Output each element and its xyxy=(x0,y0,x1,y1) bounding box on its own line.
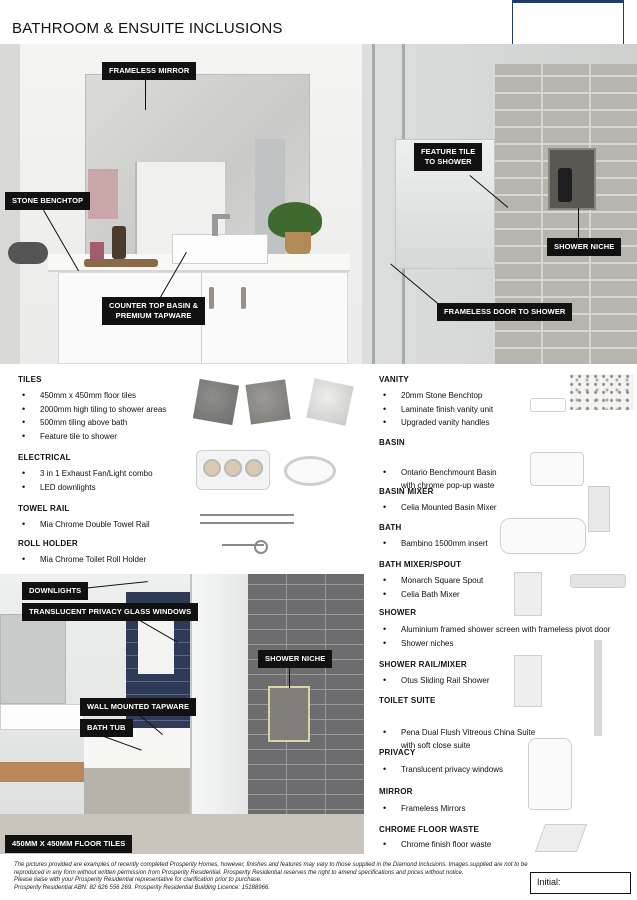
list-shower xyxy=(379,623,610,650)
section-heading-basin-mixer: BASIN MIXER xyxy=(379,487,434,496)
label-frameless-door: FRAMELESS DOOR TO SHOWER xyxy=(437,303,572,321)
section-heading-toilet-suite: TOILET SUITE xyxy=(379,696,436,705)
toilet-suite-image xyxy=(528,738,572,810)
list-item: • Feature tile to shower xyxy=(18,430,166,444)
stone-benchtop-swatch xyxy=(570,374,634,410)
list-item: • 2000mm high tiling to shower areas xyxy=(18,403,166,417)
list-basin-mixer xyxy=(379,501,497,515)
list-item: • 500mm tiling above bath xyxy=(18,416,166,430)
list-item: • Chrome finish floor waste xyxy=(379,838,491,852)
list-shower-rail xyxy=(379,674,489,688)
label-translucent-windows: TRANSLUCENT PRIVACY GLASS WINDOWS xyxy=(22,603,198,621)
list-item: • Aluminium framed shower screen with frameless pivot door xyxy=(379,623,610,637)
list-bath xyxy=(379,537,488,551)
label-counter-top-basin: COUNTER TOP BASIN & PREMIUM TAPWARE xyxy=(102,297,205,325)
vanity-handle-image xyxy=(530,398,566,412)
list-vanity xyxy=(379,389,493,430)
bath-mixer-image xyxy=(514,572,542,616)
list-item: • 3 in 1 Exhaust Fan/Light combo xyxy=(18,467,153,481)
list-item: • 20mm Stone Benchtop xyxy=(379,389,493,403)
label-downlights: DOWNLIGHTS xyxy=(22,582,88,600)
list-roll-holder xyxy=(18,553,146,567)
roll-holder-product-image xyxy=(222,544,264,556)
disclaimer-text: The pictures provided are examples of recently completed Prosperity Homes, however, finishes and features may vary to those supplied in the Diamond Inclusions. Images supplied are not to be reproduced in any form without written permission from Prosperity Residential. Prosperity Residential reserves the right to amend specifications and prices without notice. Please liaise with your Prosperity Residential representative for clarification prior to purchase. Prosperity Residential ABN: 82 626 556 269. Prosperity Residential Building Licence: 15188966. xyxy=(14,862,528,891)
list-mirror xyxy=(379,802,465,816)
section-heading-vanity: VANITY xyxy=(379,375,409,384)
list-item: • Ontario Benchmount Basin with chrome pop-up waste xyxy=(379,466,519,493)
list-item: • Monarch Square Spout xyxy=(379,574,483,588)
list-item: • Upgraded vanity handles xyxy=(379,416,493,430)
section-heading-privacy: PRIVACY xyxy=(379,748,416,757)
list-item: • Celia Bath Mixer xyxy=(379,588,483,602)
list-item: • Mia Chrome Toilet Roll Holder xyxy=(18,553,146,567)
list-item: • Laminate finish vanity unit xyxy=(379,403,493,417)
basin-mixer-image xyxy=(588,486,610,532)
section-heading-electrical: ELECTRICAL xyxy=(18,453,71,462)
list-item: • Translucent privacy windows xyxy=(379,763,503,777)
section-heading-shower-rail: SHOWER RAIL/MIXER xyxy=(379,660,467,669)
list-item: • 450mm x 450mm floor tiles xyxy=(18,389,166,403)
niche-image xyxy=(548,148,596,210)
tile-swatch-light xyxy=(306,378,353,425)
list-electrical xyxy=(18,467,153,494)
list-item: • Bambino 1500mm insert xyxy=(379,537,488,551)
list-item: • Otus Sliding Rail Shower xyxy=(379,674,489,688)
downlight-image xyxy=(284,456,336,486)
label-frameless-mirror: FRAMELESS MIRROR xyxy=(102,62,196,80)
list-tiles xyxy=(18,389,166,443)
bath-spout-image xyxy=(570,574,626,588)
section-heading-floor-waste: CHROME FLOOR WASTE xyxy=(379,825,480,834)
label-stone-benchtop: STONE BENCHTOP xyxy=(5,192,90,210)
label-shower-niche-top: SHOWER NICHE xyxy=(547,238,621,256)
list-privacy xyxy=(379,763,503,777)
list-towel-rail xyxy=(18,518,150,532)
label-bath-tub: BATH TUB xyxy=(80,719,133,737)
section-heading-towel-rail: TOWEL RAIL xyxy=(18,504,70,513)
tile-swatch-grey xyxy=(245,379,290,424)
page-title: BATHROOM & ENSUITE INCLUSIONS xyxy=(12,20,283,37)
label-feature-tile: FEATURE TILE TO SHOWER xyxy=(414,143,482,171)
list-item: • Celia Mounted Basin Mixer xyxy=(379,501,497,515)
section-heading-basin: BASIN xyxy=(379,438,405,447)
label-shower-niche-bottom: SHOWER NICHE xyxy=(258,650,332,668)
basin-image xyxy=(172,234,268,264)
list-floor-waste xyxy=(379,838,491,852)
list-bath-mixer xyxy=(379,574,483,601)
list-item: • LED downlights xyxy=(18,481,153,495)
initial-field[interactable]: Initial: xyxy=(530,872,631,894)
label-wall-mounted-tapware: WALL MOUNTED TAPWARE xyxy=(80,698,196,716)
label-floor-tiles: 450MM X 450MM FLOOR TILES xyxy=(5,835,132,853)
exhaust-fan-image xyxy=(196,450,270,490)
list-item: • Shower niches xyxy=(379,637,610,651)
list-basin xyxy=(379,452,519,506)
section-heading-tiles: TILES xyxy=(18,375,42,384)
section-heading-roll-holder: ROLL HOLDER xyxy=(18,539,78,548)
section-heading-mirror: MIRROR xyxy=(379,787,413,796)
bath-product-image xyxy=(500,518,586,554)
section-heading-shower: SHOWER xyxy=(379,608,417,617)
floor-waste-image xyxy=(535,824,587,852)
list-item: • Frameless Mirrors xyxy=(379,802,465,816)
tile-swatch-dark xyxy=(193,379,239,425)
towel-rail-image xyxy=(200,514,294,524)
list-item: • Mia Chrome Double Towel Rail xyxy=(18,518,150,532)
section-heading-bath-mixer: BATH MIXER/SPOUT xyxy=(379,560,462,569)
shower-rail-image xyxy=(594,640,602,736)
basin-product-image xyxy=(530,452,584,486)
section-heading-bath: BATH xyxy=(379,523,402,532)
shower-mixer-image xyxy=(514,655,542,707)
roll-holder-image xyxy=(8,242,48,264)
list-item: • Pena Dual Flush Vitreous China Suite with soft close suite xyxy=(379,726,579,753)
